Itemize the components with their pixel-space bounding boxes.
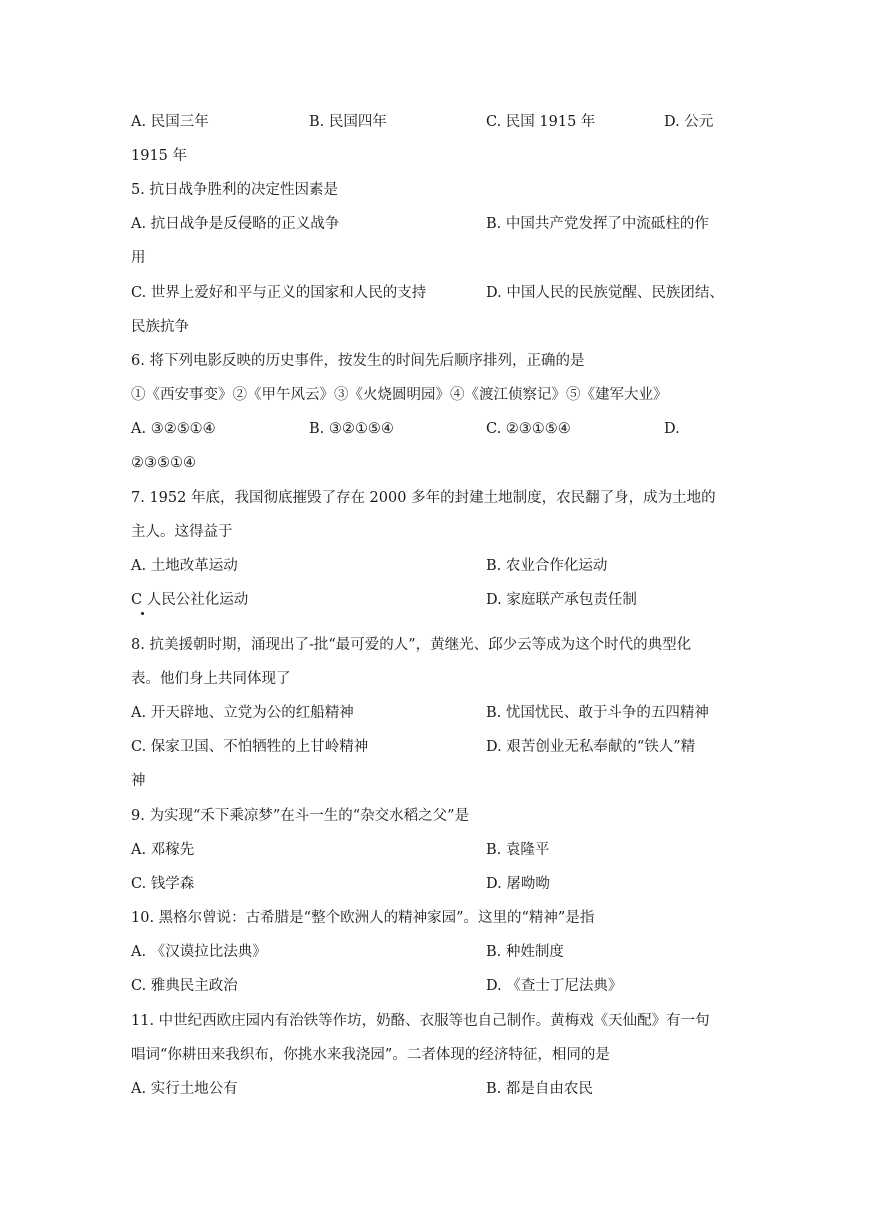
q5-stem: 5. 抗日战争胜利的决定性因素是 [131, 182, 338, 198]
q4-option-c: C. 民国 1915 年 [486, 114, 596, 130]
q8-option-b: B. 忧国忧民、敢于斗争的五四精神 [486, 705, 709, 721]
q4-option-d-cont: 1915 年 [131, 148, 188, 164]
q4-option-d: D. 公元 [664, 114, 714, 130]
q7-option-c: C 人民公社化运动 [131, 592, 249, 608]
q10-option-d: D. 《查士丁尼法典》 [486, 978, 623, 994]
q6-option-a: A. ③②⑤①④ [131, 421, 216, 437]
q11-stem-line1: 11. 中世纪西欧庄园内有治铁等作坊，奶酪、衣服等也自己制作。黄梅戏《天仙配》有一句 [131, 1013, 710, 1029]
q4-option-a: A. 民国三年 [131, 114, 209, 130]
q6-stem: 6. 将下列电影反映的历史事件，按发生的时间先后顺序排列，正确的是 [131, 353, 585, 369]
q7-option-b: B. 农业合作化运动 [486, 558, 608, 574]
q5-option-d-cont: 民族抗争 [131, 319, 189, 335]
q8-stem-line2: 表。他们身上共同体现了 [131, 671, 291, 687]
q7-stem-line2: 主人。这得益于 [131, 524, 233, 540]
q5-option-c: C. 世界上爱好和平与正义的国家和人民的支持 [131, 285, 427, 301]
q6-option-b: B. ③②①⑤④ [309, 421, 394, 437]
q9-option-a: A. 邓稼先 [131, 842, 195, 858]
stray-dot [141, 612, 144, 615]
q9-stem: 9. 为实现“禾下乘凉梦”在斗一生的“杂交水稻之父”是 [131, 808, 470, 824]
q6-option-d: D. [664, 421, 680, 437]
q6-option-d-cont: ②③⑤①④ [131, 455, 196, 471]
q11-stem-line2: 唱词“你耕田来我织布，你挑水来我浇园”。二者体现的经济特征，相同的是 [131, 1047, 610, 1063]
q9-option-c: C. 钱学森 [131, 876, 195, 892]
q10-option-a: A. 《汉谟拉比法典》 [131, 944, 267, 960]
q8-option-c: C. 保家卫国、不怕牺牲的上甘岭精神 [131, 739, 369, 755]
q10-option-b: B. 种姓制度 [486, 944, 564, 960]
q8-option-a: A. 开天辟地、立党为公的红船精神 [131, 705, 354, 721]
q7-stem-line1: 7. 1952 年底，我国彻底摧毁了存在 2000 多年的封建土地制度，农民翻了身，成为土地的 [131, 490, 716, 506]
q8-stem-line1: 8. 抗美援朝时期，涌现出了-批“最可爱的人”，黄继光、邱少云等成为这个时代的典型化 [131, 637, 692, 653]
q11-option-a: A. 实行土地公有 [131, 1081, 238, 1097]
q9-option-d: D. 屠呦呦 [486, 876, 550, 892]
q5-option-d: D. 中国人民的民族觉醒、民族团结、 [486, 285, 724, 301]
q5-option-a: A. 抗日战争是反侵略的正义战争 [131, 216, 340, 232]
q8-option-d-cont: 神 [131, 773, 146, 789]
q5-option-b: B. 中国共产党发挥了中流砥柱的作 [486, 216, 709, 232]
q10-option-c: C. 雅典民主政治 [131, 978, 238, 994]
q9-option-b: B. 袁隆平 [486, 842, 550, 858]
q4-option-b: B. 民国四年 [309, 114, 387, 130]
q6-items: ①《西安事变》②《甲午风云》③《火烧圆明园》④《渡江侦察记》⑤《建军大业》 [131, 387, 668, 403]
q5-option-b-cont: 用 [131, 250, 146, 266]
q8-option-d: D. 艰苦创业无私奉献的“铁人”精 [486, 739, 696, 755]
q11-option-b: B. 都是自由农民 [486, 1081, 593, 1097]
q6-option-c: C. ②③①⑤④ [486, 421, 571, 437]
q7-option-a: A. 土地改革运动 [131, 558, 238, 574]
q7-option-d: D. 家庭联产承包责任制 [486, 592, 637, 608]
q10-stem: 10. 黑格尔曾说：古希腊是“整个欧洲人的精神家园”。这里的“精神”是指 [131, 910, 595, 926]
